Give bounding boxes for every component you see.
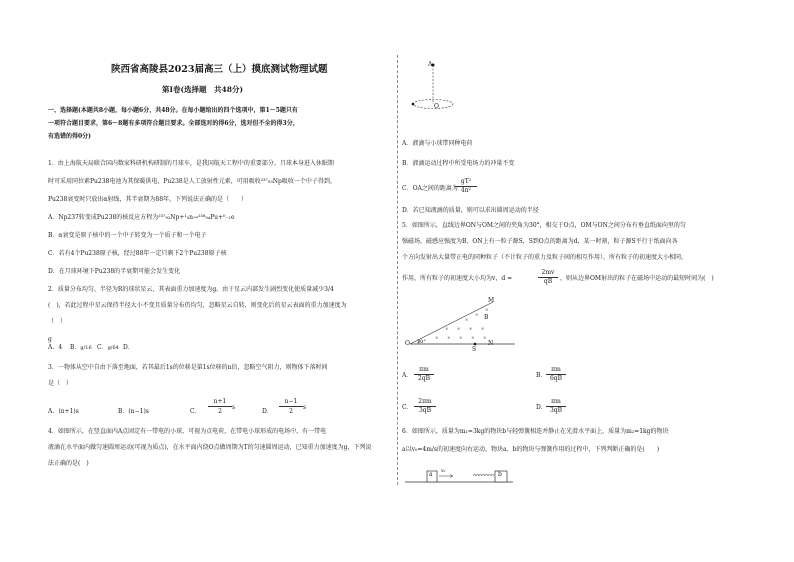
- question-3-option-d-num: n−1: [279, 398, 303, 407]
- section-instruction-line: 一项符合题目要求，第6～8题有多项符合题目要求。全部选对的得6分，选对但不全的得3分，: [48, 120, 299, 127]
- question-5-frac-num: 2mv: [538, 269, 558, 278]
- figure-label-a: A: [428, 61, 433, 68]
- question-5-option-a-den: 2qB: [417, 375, 431, 382]
- question-4-stem: 法正确的是( ): [48, 460, 89, 467]
- question-5-figure: [405, 297, 525, 357]
- svg-text:×: ×: [483, 335, 487, 340]
- question-5-option-c-num: 2πm: [414, 398, 436, 407]
- question-5-stem: 个方向发射出大量带正电的同种粒子（不计粒子的重力及粒子间的相互作用），所有粒子的初速度大小相同，: [402, 254, 688, 261]
- question-4-option-d: D．若已知液滴的质量，则可以求出圆周运动的半径: [402, 207, 539, 214]
- question-4-stem: 液滴在水平面内做匀速圆周运动(可视为质点)，在水平面内绕O点做周期为T的匀速圆周运动，已知重力加速度为g，下列说: [48, 444, 372, 451]
- question-1-stem: 1．由上海航天局联合国内数家科研机构研制的月球车，是我国航天工程中的重要部分。月球本身进入休眠期: [48, 160, 334, 167]
- svg-text:×: ×: [457, 326, 461, 331]
- figure-label-s: S: [472, 346, 477, 353]
- figure-label-m: M: [488, 297, 495, 304]
- question-2-stem: （ ）: [48, 318, 67, 325]
- question-2-option-b: [70, 344, 92, 352]
- question-4-option-a: A．液滴与小球带同种电荷: [402, 140, 473, 147]
- figure-label-n: N: [488, 340, 494, 347]
- figure-label-b: B: [484, 314, 489, 321]
- svg-text:×: ×: [475, 312, 479, 317]
- question-2-option-c: [97, 344, 119, 352]
- question-3-option-d-label: D．: [262, 408, 273, 415]
- question-3-option-a: A．(n+1)s: [48, 408, 79, 415]
- question-5-option-c-den: 3qB: [418, 407, 432, 414]
- question-2-stem: ( )，若此过程中星云保持半径大小不变且质量分布仍均匀，忽略星云自转，则变化后的星云表面的重力加速度为: [48, 302, 347, 309]
- question-5-option-a-num: πm: [414, 366, 434, 375]
- question-3-option-c-num: n+1: [208, 398, 232, 407]
- question-4-option-c-den: 4π²: [460, 187, 472, 194]
- exam-title: 陕西省高陵县2023届高三（上）摸底测试物理试题: [111, 64, 328, 75]
- svg-text:×: ×: [469, 326, 473, 331]
- question-5-option-b-den: 6qB: [549, 375, 563, 382]
- question-1-stem: 时可采用同位素Pu238电池为其保暖供电，Pu238是人工放射性元素，可用吸收²³⁷₉₃Np吸收一个中子得到。: [48, 178, 336, 185]
- question-2-option-a-frac: [48, 336, 62, 352]
- question-3-option-b: B．(n−1)s: [118, 408, 149, 415]
- question-5-option-b-label: B．: [536, 372, 547, 379]
- question-5-option-c-label: C．: [402, 404, 413, 411]
- question-3-option-c-den: 2: [218, 408, 222, 415]
- question-6-stem: 6．如图所示，质量为m₁=3kg的物块b与轻弹簧相连并静止在光滑水平面上，质量为m₂=1kg的物块: [402, 428, 669, 435]
- question-2-option-c-label: C．: [97, 344, 108, 351]
- figure-label-angle: 30°: [417, 339, 426, 345]
- question-2-stem: 2．质量分布均匀、半径为R的球状星云，其表面重力加速度为g。由于星云内部发生剧烈变化使质量减少3/4: [48, 286, 334, 293]
- question-6-stem: a以v₀=4m/s的初速度向右运动，物块a、b的物块与弹簧作用的过程中，下列判断正确的是( ): [402, 446, 660, 453]
- question-5-option-d-num: πm: [546, 398, 566, 407]
- question-4-option-c-num: gT²: [455, 178, 477, 187]
- question-1-stem: Pu238衰变时只放出α射线，其半衰期为88年，下列说法正确的是（ ）: [48, 196, 248, 203]
- question-1-option-b: B．α衰变是原子核中的一个中子转变为一个质子和一个电子: [48, 232, 207, 239]
- figure-label-a: a: [429, 471, 433, 478]
- question-4-option-b: B．液滴运动过程中所受电场力的冲量不变: [402, 160, 515, 167]
- question-3-option-c-label: C．: [190, 408, 201, 415]
- figure-label-v0: v₀: [441, 469, 446, 474]
- figure-label-b: b: [498, 471, 502, 478]
- question-2-option-b-value: g/16: [80, 345, 92, 351]
- svg-text:×: ×: [471, 335, 475, 340]
- svg-text:×: ×: [465, 317, 469, 322]
- svg-text:×: ×: [445, 326, 449, 331]
- question-5-frac-den: qB: [543, 278, 553, 285]
- question-5-stem: 强磁场，磁感应强度为B，ON上有一粒子源S，S到O点的距离为d，某一时刻，粒子源S平行于纸面向各: [402, 238, 678, 245]
- particle-source: [474, 343, 477, 346]
- question-5-stem-3: ，则从边界OM射出的粒子在磁场中运动的最短时间为( ): [560, 275, 714, 282]
- column-divider: [397, 55, 398, 485]
- question-4-option-c-label: C．OA之间的距离为: [402, 185, 458, 192]
- question-1-option-a: A．Np237转变成Pu238的核反应方程为²³⁷₉₃Np+¹₀n→²³⁸₉₄Pu+⁰₋₁e: [48, 214, 235, 221]
- question-4-stem: 4．如图所示，在竖直面内A点固定有一带电的小球，可视为点电荷，在带电小球形成的电场中，有一带电: [48, 428, 327, 435]
- question-1-option-c: C．若有4个Pu238原子核，经过88年一定只剩下2个Pu238原子核: [48, 250, 227, 257]
- droplet: [412, 103, 415, 106]
- question-3-option-c-unit: s: [232, 404, 236, 411]
- question-3-option-d-den: 2: [289, 408, 293, 415]
- question-3-option-d-unit: s: [303, 404, 307, 411]
- question-5-option-b-num: πm: [546, 366, 566, 375]
- question-5-option-a-label: A．: [402, 372, 413, 379]
- svg-text:×: ×: [447, 335, 451, 340]
- svg-text:×: ×: [435, 335, 439, 340]
- svg-text:×: ×: [481, 326, 485, 331]
- question-2-option-d: D．: [123, 344, 134, 351]
- fraction-numerator: g: [48, 336, 52, 343]
- figure-label-o: O: [405, 340, 410, 347]
- question-5-option-d-den: 3qB: [549, 407, 563, 414]
- magnetic-field-marks: [435, 307, 488, 340]
- question-1-option-d: D．在月球环境下Pu238的半衰期可能会发生变化: [48, 268, 181, 275]
- question-3-stem: 是（ ）: [48, 380, 73, 387]
- question-5-stem: 5．如图所示，直线边界ON与OM之间的夹角为30°，相交于O点，OM与ON之间分布有垂直纸面向里的匀: [402, 222, 686, 229]
- question-5-stem-2: 作用，所有粒子的初速度大小均为v，d =: [402, 275, 513, 282]
- spring: [473, 474, 494, 476]
- question-2-option-b-label: B．: [70, 344, 81, 351]
- question-2-option-a-label: A．: [48, 344, 59, 351]
- svg-text:×: ×: [459, 335, 463, 340]
- question-3-stem: 3．一物体从空中自由下落至地面，若其最后1s的位移是第1s位移的n倍，忽略空气阻力，则物体下落时间: [48, 364, 328, 371]
- section-instruction-line: 有选错的得0分): [48, 133, 92, 140]
- section-instruction-line: 一、选择题(本题共8小题，每小题6分，共48分。在每小题给出的四个选项中，第1～5题只有: [48, 107, 298, 114]
- part-heading: 第Ⅰ卷(选择题 共48分): [162, 85, 244, 94]
- svg-text:×: ×: [485, 307, 489, 312]
- figure-label-o: O: [434, 103, 439, 110]
- question-2-option-c-value: g/64: [107, 345, 119, 351]
- question-5-option-d-label: D．: [536, 404, 547, 411]
- fraction-denominator: 4: [58, 344, 63, 351]
